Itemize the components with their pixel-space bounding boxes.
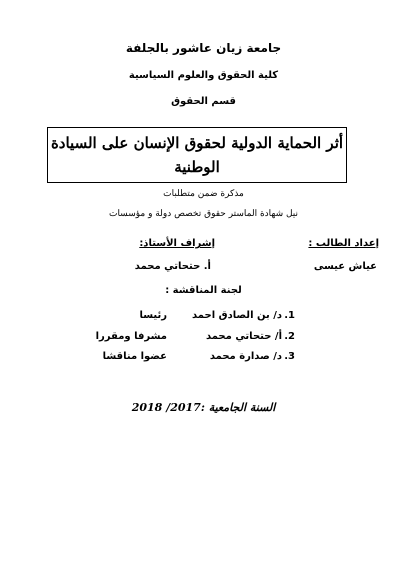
member-2-role: مشرفا ومقررا <box>95 331 167 342</box>
member-2-name: أ/ حتحاتي محمد <box>205 331 282 342</box>
thesis-title-box <box>47 127 347 183</box>
university-name: جامعة زيان عاشور بالجلفة <box>125 41 282 55</box>
supervisor-name: أ. حتحاتي محمد <box>134 261 211 272</box>
department-name: قسم الحقوق <box>171 96 236 107</box>
member-1-name: د/ بن الصادق احمد <box>192 310 282 321</box>
memo-requirement: مذكرة ضمن متطلبات <box>163 189 244 199</box>
thesis-title-line-1: أثر الحماية الدولية لحقوق الإنسان على السيادة <box>50 134 344 152</box>
committee-title: لجنة المناقشة : <box>165 285 242 296</box>
student-label: إعداد الطالب : <box>308 238 379 249</box>
thesis-title <box>48 131 346 179</box>
thesis-title-line-2: الوطنية <box>174 158 220 176</box>
member-1-number: 1. <box>284 310 295 321</box>
faculty-name: كلية الحقوق والعلوم السياسية <box>128 70 279 81</box>
member-3-number: 3. <box>284 351 295 362</box>
member-3-name: د/ صدارة محمد <box>209 351 282 362</box>
member-3-role: عضوا مناقشا <box>102 351 167 362</box>
member-2-number: 2. <box>284 331 295 342</box>
academic-year: السنة الجامعية :2017/ 2018 <box>131 401 276 414</box>
member-1-role: رئيسا <box>139 310 167 321</box>
student-name: عياش عيسى <box>313 261 377 272</box>
degree-description: نيل شهادة الماستر حقوق تخصص دولة و مؤسسات <box>108 209 299 219</box>
supervisor-label: إشراف الأستاذ: <box>139 238 215 249</box>
